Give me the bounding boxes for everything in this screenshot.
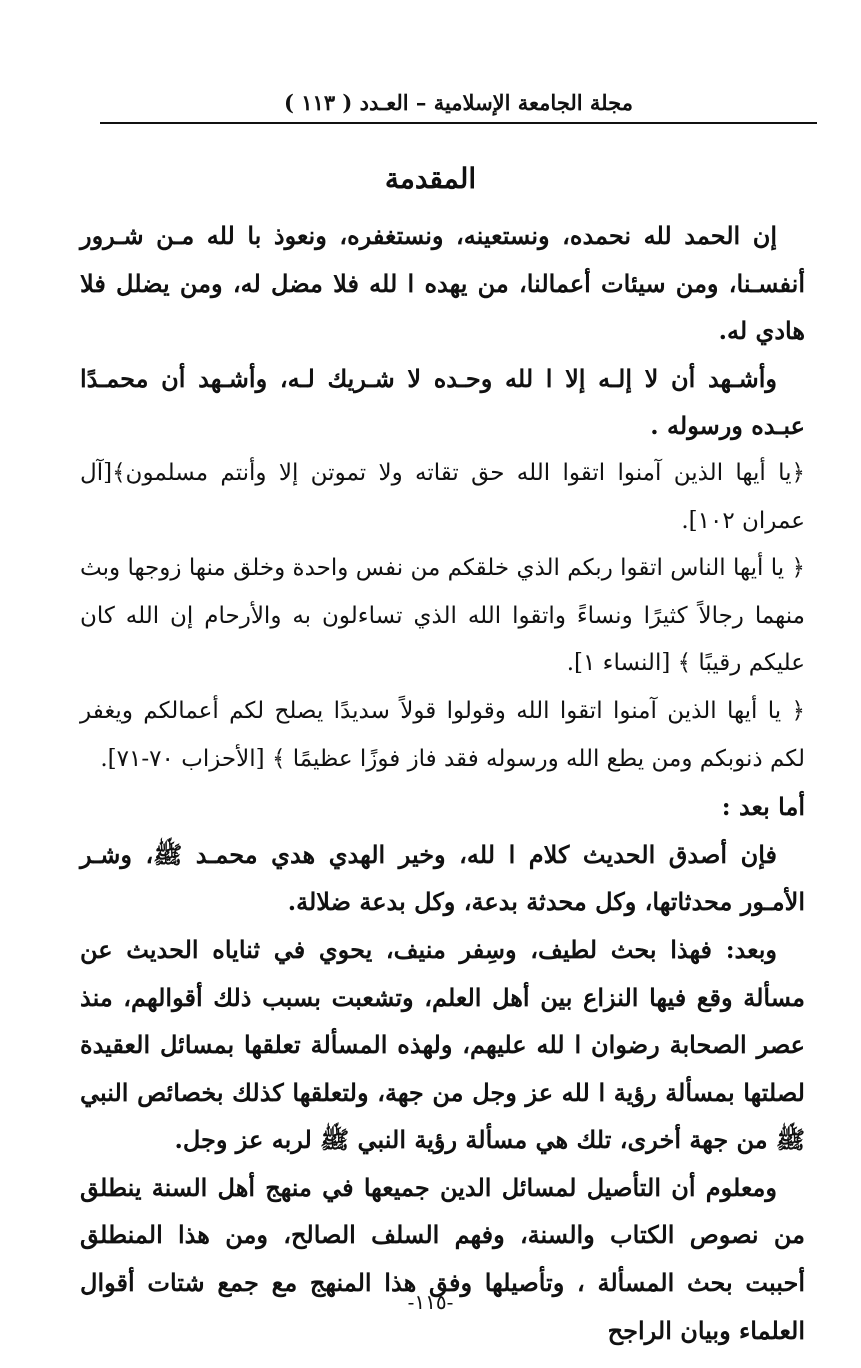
paragraph-praise: إن الحمد لله نحمده، ونستعينه، ونستغفره، ونعوذ با لله مـن شـرور أنفسـنا، ومن سيئات أعمالنا، من يهده ا لله فلا مضل له، ومن يضلل فلا هادي له. (80, 221, 805, 346)
section-title: المقدمة (384, 162, 477, 195)
paragraph-method: ومعلوم أن التأصيل لمسائل الدين جميعها في منهج أهل السنة ينطلق من نصوص الكتاب والسنة، وفهم السلف الصالح، ومن هذا المنطلق أحببت بحث المسألة ، وتأصيلها وفق هذا المنهج مع جمع شتات أقوال العلماء وبيان الراجح (80, 1172, 805, 1345)
paragraph-hadith: فإن أصدق الحديث كلام ا لله، وخير الهدي هدي محمـد ﷺ، وشـر الأمـور محدثاتها، وكل محدثة بدعة، وكل بدعة ضلالة. (80, 839, 805, 917)
paragraph-topic: وبعد: فهذا بحث لطيف، وسِفر منيف، يحوي في ثناياه الحديث عن مسألة وقع فيها النزاع بين أهل العلم، وتشعبت بسبب ذلك أقوالهم، منذ عصر الصحابة رضوان ا لله عليهم، ولهذه المسألة تعلقها بمسائل العقيدة لصلتها بمسألة رؤية ا لله عز وجل من جهة، ولتعلقها كذلك بخصائص النبي ﷺ من جهة أخرى، تلك هي مسألة رؤية النبي ﷺ لربه عز وجل. (80, 934, 805, 1155)
quran-verse-al-imran: ﴿يا أيها الذين آمنوا اتقوا الله حق تقاته ولا تموتن إلا وأنتم مسلمون﴾[آل عمران ١٠٢]. (80, 459, 805, 534)
page-number: -١١٥- (407, 1290, 454, 1314)
quran-verse-an-nisa: ﴿ يا أيها الناس اتقوا ربكم الذي خلقكم من نفس واحدة وخلق منها زوجها وبث منهما رجالاً كثيرًا ونساءً واتقوا الله الذي تساءلون به والأرحام إن الله كان عليكم رقيبًا ﴾ [النساء ١]. (80, 555, 805, 677)
body-text (80, 212, 805, 1354)
paragraph-shahada: وأشـهد أن لا إلـه إلا ا لله وحـده لا شـريك لـه، وأشـهد أن محمـدًا عبـده ورسوله . (80, 363, 805, 441)
running-header: مجلة الجامعة الإسلامية – العـدد ( ١١٣ ) (284, 90, 633, 115)
quran-verse-al-ahzab: ﴿ يا أيها الذين آمنوا اتقوا الله وقولوا قولاً سديدًا يصلح لكم أعمالكم ويغفر لكم ذنوبكم ومن يطع الله ورسوله فقد فاز فوزًا عظيمًا ﴾ [الأحزاب ٧٠-٧١]. (80, 697, 806, 772)
amma-bad-heading: أما بعد : (721, 792, 805, 822)
header-divider (100, 122, 817, 124)
